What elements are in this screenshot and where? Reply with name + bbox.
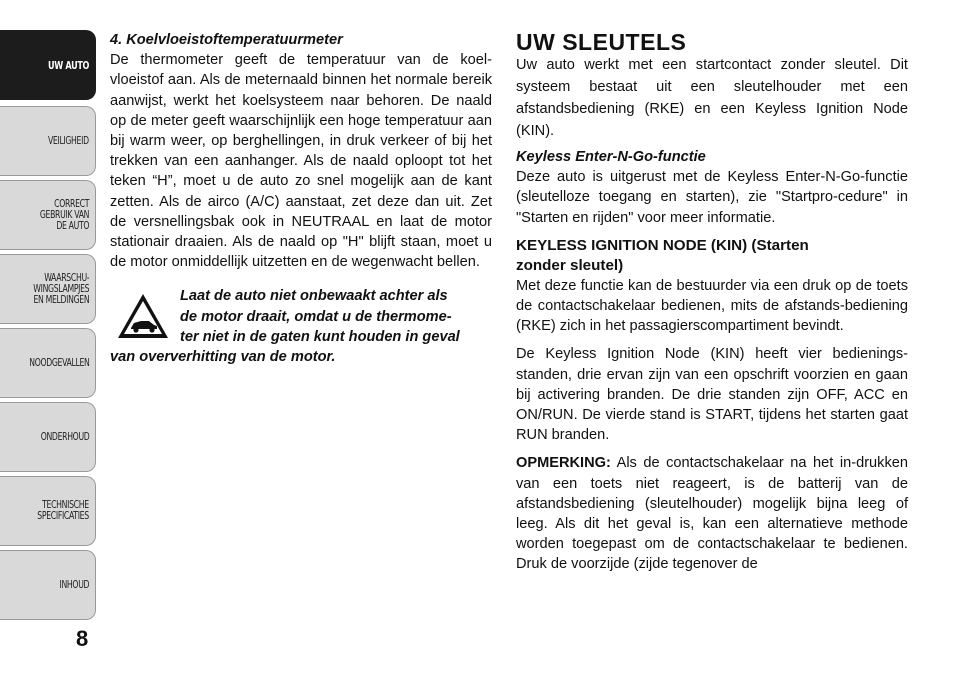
tab-correct-gebruik[interactable] — [0, 180, 96, 250]
kin-paragraph-1: Met deze functie kan de bestuurder via een druk op de toets de contactschakelaar bedienen, mits de afstands-bediening (RKE) zich in het passagierscompartiment bevindt. — [516, 277, 908, 335]
note-text: Als de contactschakelaar na het in-drukken van een toets niet reageert, is de batterij van de afstandsbediening (sleutelhouder) mogelijk bijna leeg of leeg. Als dit het geval is, kan een alternatieve methode worden toegepast om de contactschakelaar te bedienen. Druk de voorzijde (zijde tegenover de — [516, 455, 908, 573]
keyless-paragraph: Deze auto is uitgerust met de Keyless Enter-N-Go-functie (sleutelloze toegang en starten), zie "Startpro-cedure" in "Starten en rijden" voor meer informatie. — [516, 169, 908, 226]
tab-label: WAARSCHU- WINGSLAMPJES EN MELDINGEN — [33, 271, 89, 306]
kin-heading-line-1: KEYLESS IGNITION NODE (KIN) (Starten — [516, 236, 809, 254]
warning-line-1: Laat de auto niet onbewaakt achter als — [180, 288, 448, 305]
keys-intro: Uw auto werkt met een startcontact zonder sleutel. Dit systeem bestaat uit een sleutelhouder met een afstandsbediening (RKE) en een Keyless Ignition Node (KIN). — [516, 57, 908, 139]
note-paragraph — [516, 453, 908, 574]
tab-label: NOODGEVALLEN — [28, 356, 89, 369]
section-title: UW SLEUTELS — [516, 29, 687, 55]
tab-uw-auto[interactable] — [0, 30, 96, 100]
chapter-sidebar — [0, 0, 100, 678]
tab-label: CORRECT GEBRUIK VAN DE AUTO — [39, 197, 89, 232]
coolant-paragraph: De thermometer geeft de temperatuur van de koel-vloeistof aan. Als de meternaald binnen het normale bereik aanwijst, werkt het koelsysteem naar behoren. De naald op de meter geeft waarschijnlijk een hoge temperatuur aan bij warm weer, op berghellingen, in druk verkeer of bij het trekken van een aanhanger. Als de naald oploopt tot het teken “H”, moet u de auto zo snel mogelijk aan de kant zetten. Als de airco (A/C) aanstaat, zet deze dan uit. Zet de versnellingsbak ook in NEUTRAAL en laat de motor stationair draaien. Als de naald op "H" blijft staan, moet u de motor onmiddellijk uitzetten en de wegenwacht bellen. — [110, 52, 492, 271]
tab-label: TECHNISCHE SPECIFICATIES — [37, 499, 89, 522]
warning-box — [110, 286, 492, 367]
tab-inhoud[interactable] — [0, 550, 96, 620]
kin-paragraph-2: De Keyless Ignition Node (KIN) heeft vier bedienings-standen, drie ervan zijn van een opschrift voorzien en gaan bij activering branden. De drie standen zijn OFF, ACC en ON/RUN. De vierde stand is START, tijdens het starten gaat RUN branden. — [516, 346, 908, 444]
warning-line-2: de motor draait, omdat u de thermome- — [180, 308, 452, 325]
warning-triangle-car-icon — [116, 292, 170, 340]
tab-label: UW AUTO — [47, 58, 89, 72]
page-number: 8 — [76, 626, 89, 651]
tab-technische-specificaties[interactable] — [0, 476, 96, 546]
tab-label: INHOUD — [59, 578, 89, 591]
warning-line-4: van oververhitting van de motor. — [110, 349, 336, 366]
keyless-heading: Keyless Enter-N-Go-functie — [516, 149, 706, 165]
right-column — [516, 30, 908, 575]
warning-line-3: ter niet in de gaten kunt houden in geval — [180, 328, 460, 345]
tab-label: ONDERHOUD — [40, 430, 89, 443]
tab-onderhoud[interactable] — [0, 402, 96, 472]
kin-heading-line-2: zonder sleutel) — [516, 256, 624, 274]
note-label: OPMERKING: — [516, 455, 611, 472]
tab-waarschuwingslampjes[interactable] — [0, 254, 96, 324]
tab-veiligheid[interactable] — [0, 106, 96, 176]
section-subheading: 4. Koelvloeistoftemperatuurmeter — [110, 32, 343, 48]
tab-noodgevallen[interactable] — [0, 328, 96, 398]
left-column — [110, 30, 492, 367]
tab-label: VEILIGHEID — [48, 134, 89, 147]
